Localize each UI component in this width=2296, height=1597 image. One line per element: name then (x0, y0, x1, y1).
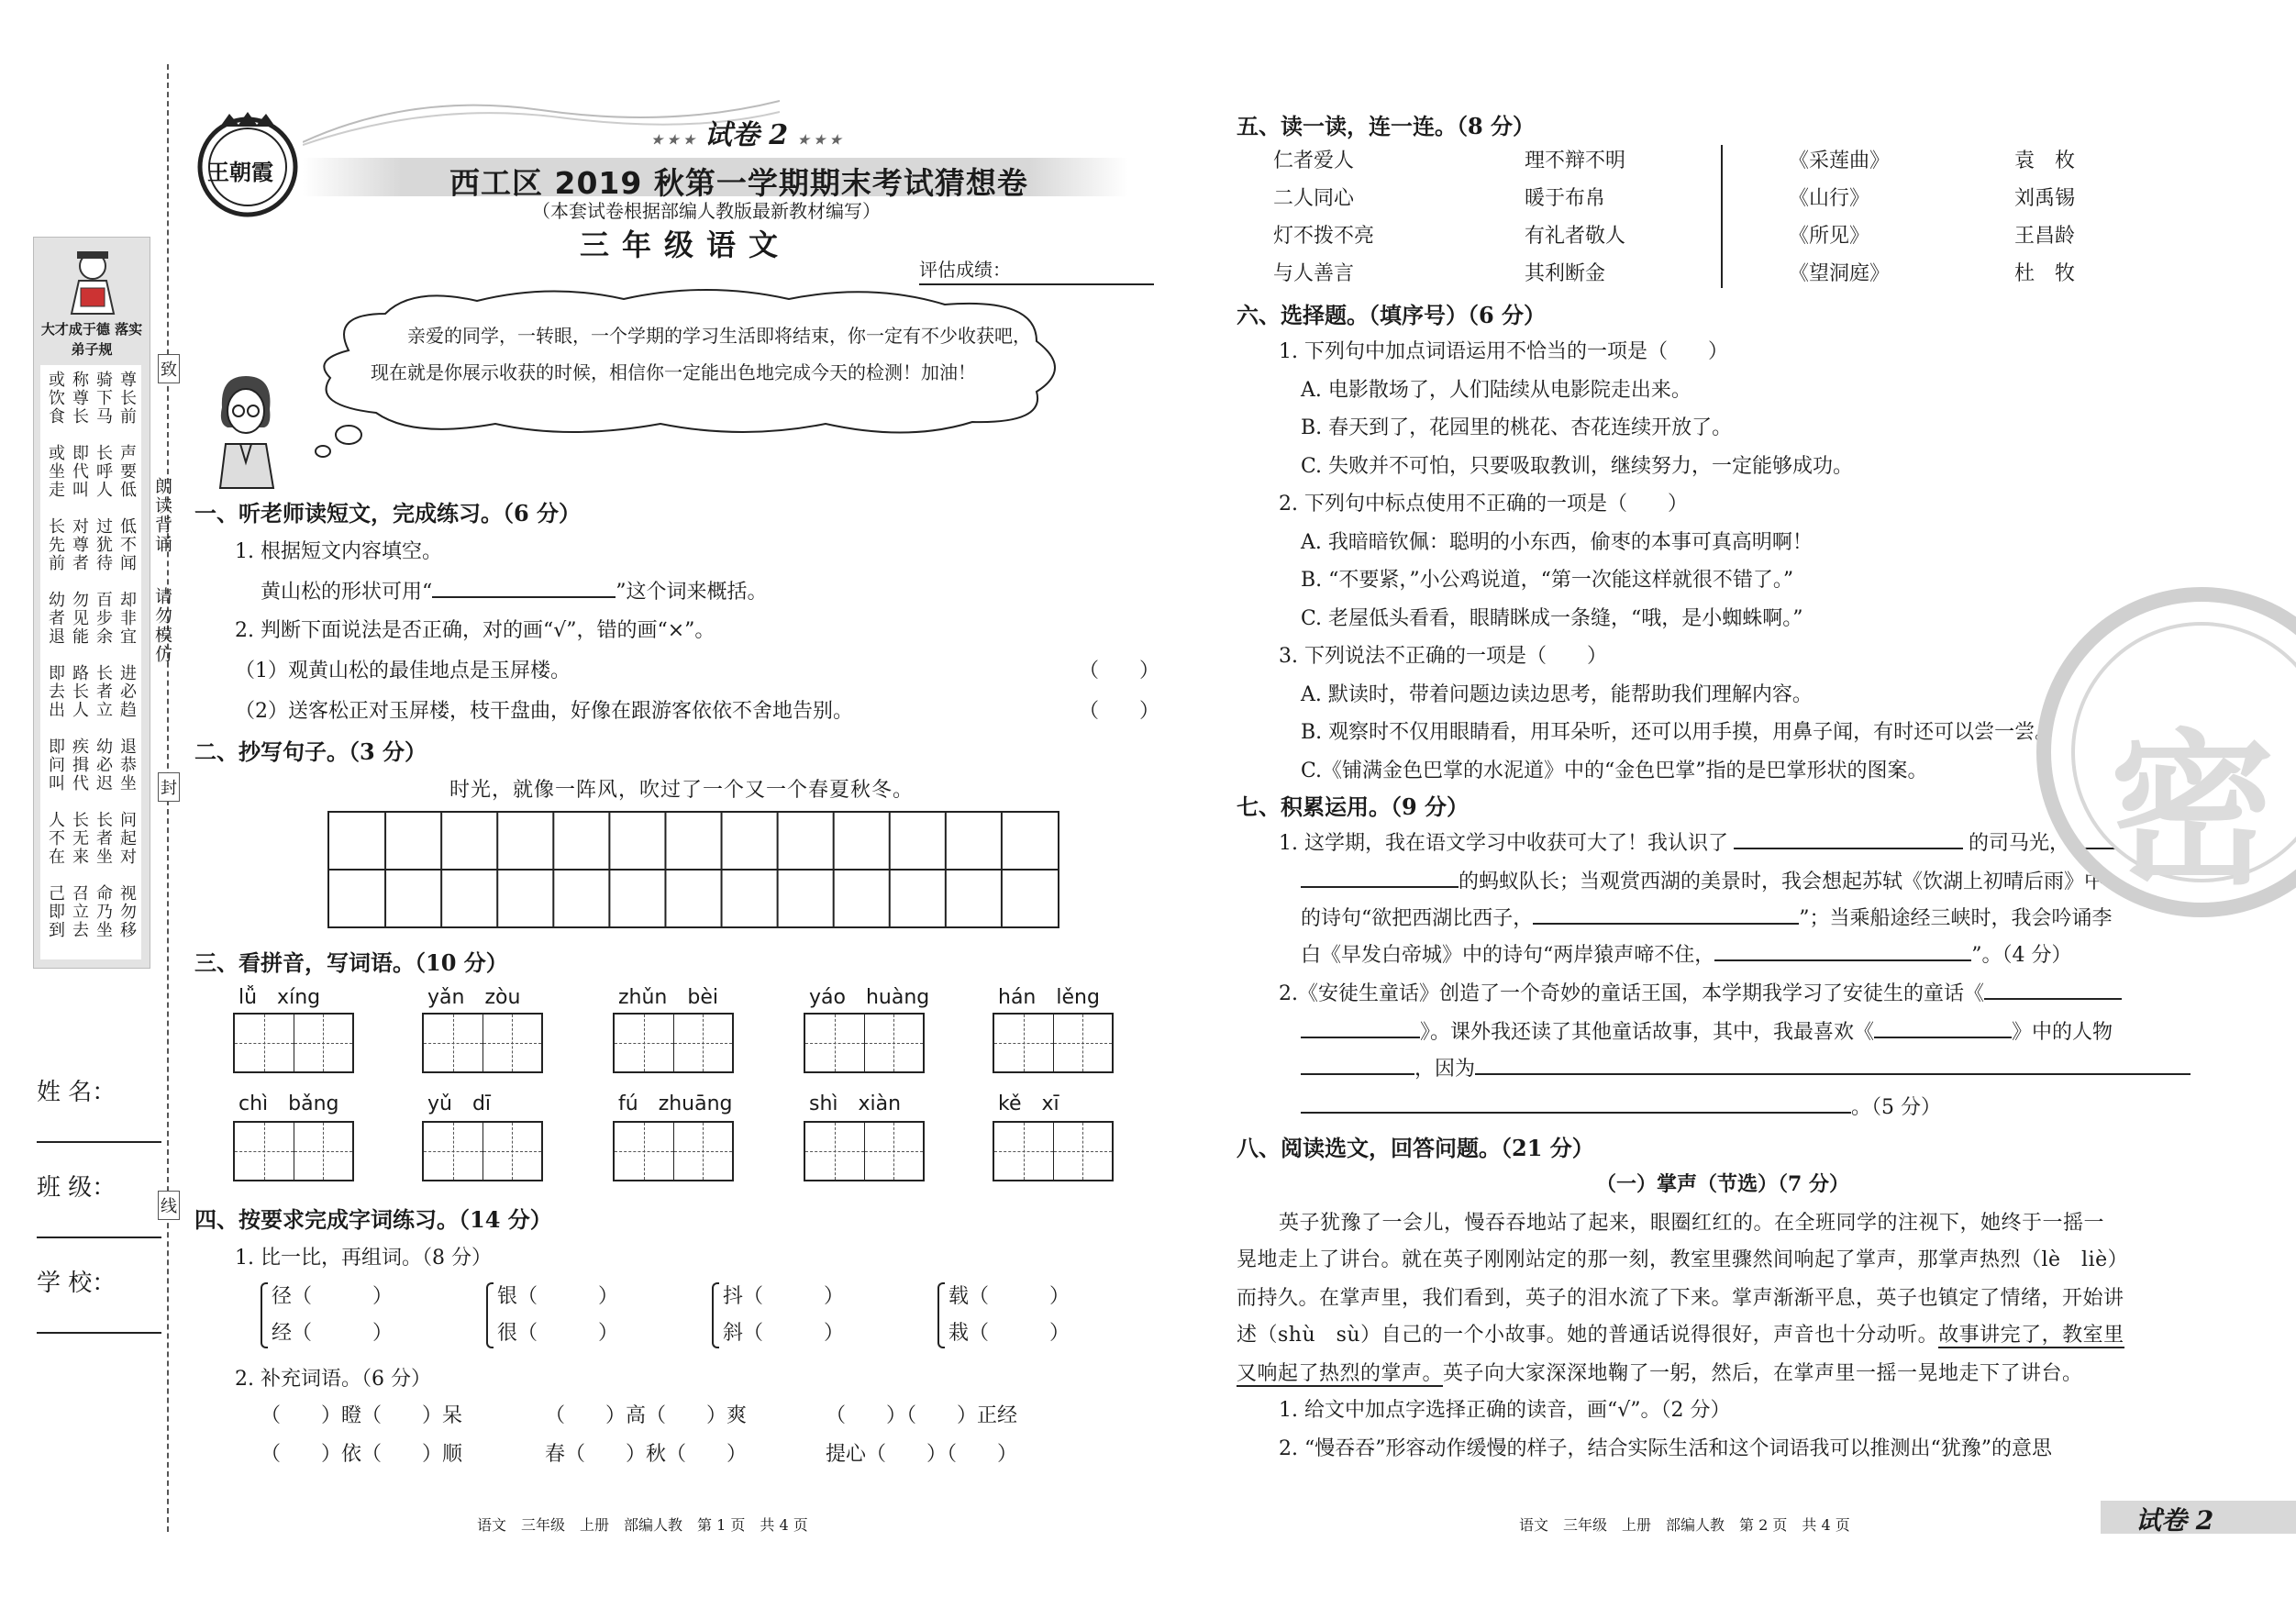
s2-sentence: 时光，就像一阵风，吹过了一个又一个春夏秋冬。 (449, 779, 915, 802)
binding-rule-col: 长呼人 (94, 444, 113, 499)
s7-blank5[interactable] (1714, 959, 1971, 961)
s7-blank4[interactable] (1533, 923, 1799, 925)
char-cell[interactable] (674, 1123, 733, 1180)
field-name-label: 姓 名： (37, 1079, 116, 1106)
binding-rule-col: 声要低 (117, 444, 137, 499)
fill-1-2[interactable]: （ ）高（ ）爽 (545, 1404, 748, 1427)
binding-rule-col: 称尊长 (70, 371, 89, 426)
binding-rule-col: 或饮食 (46, 371, 65, 426)
field-school-label: 学 校： (37, 1270, 116, 1297)
s4-title: 四、按要求完成字词练习。（14 分） (194, 1206, 552, 1233)
pair-item[interactable]: 载（ ） (948, 1285, 1070, 1308)
binding-rule-col: 即代叫 (70, 444, 89, 499)
match-item[interactable]: 《所见》 (1789, 225, 1870, 248)
fill-2-1[interactable]: （ ）依（ ）顺 (261, 1443, 463, 1466)
s1-q1-fill (261, 576, 768, 604)
pair-item[interactable]: 径（ ） (272, 1285, 394, 1308)
s1-q2a: （1）观黄山松的最佳地点是玉屏楼。 (235, 660, 571, 682)
s7-line4 (1301, 939, 2200, 968)
s7-title: 七、积累运用。（9 分） (1237, 793, 1470, 820)
binding-rule-col: 视勿移 (117, 884, 137, 939)
choice-option[interactable]: A. 默读时，带着问题边读边思考，能帮助我们理解内容。 (1301, 682, 1813, 706)
score-label: 评估成绩： (919, 259, 1011, 281)
char-cell[interactable] (865, 1015, 924, 1071)
char-cell[interactable] (483, 1015, 542, 1071)
match-item[interactable]: 与人善言 (1273, 262, 1355, 285)
match-item[interactable]: 杜 牧 (2014, 262, 2076, 285)
teacher-figure (204, 371, 286, 490)
binding-rule-col: 勿见能 (70, 591, 89, 646)
s1-q2b: （2）送客松正对玉屏楼，枝干盘曲，好像在跟游客依依不舍地告别。 (235, 700, 853, 723)
s7-l4b: ”。（4 分） (1971, 944, 2072, 967)
copy-grid[interactable] (327, 811, 1059, 928)
s8-p1: 英子犹豫了一会儿，慢吞吞地站了起来，眼圈红红的。在全班同学的注视下，她终于一摇一 (1279, 1212, 2105, 1235)
match-item[interactable]: 灯不拨不亮 (1273, 225, 1375, 248)
pinyin-answer-box[interactable] (613, 1121, 734, 1181)
match-item[interactable]: 其利断金 (1525, 262, 1606, 285)
binding-rule-col: 长先前 (46, 517, 65, 572)
s7-blank7[interactable] (1301, 1037, 1420, 1038)
binding-rule-col: 路长人 (70, 664, 89, 719)
match-item[interactable]: 暖于布帛 (1525, 187, 1606, 210)
pinyin-answer-box[interactable] (422, 1121, 543, 1181)
pinyin-label: yǔ dī (427, 1092, 492, 1115)
side-mark-1: 致 (158, 354, 180, 383)
pinyin-label: shì xiàn (809, 1092, 902, 1115)
page-title: 西工区 2019 秋第一学期期末考试猜想卷 (449, 165, 1028, 201)
match-item[interactable]: 王昌龄 (2014, 225, 2076, 248)
s7-l2: 的蚂蚁队长；当观赏西湖的美景时，我会想起苏轼《饮湖上初晴后雨》中 (1459, 871, 2105, 893)
choice-question: 1. 下列句中加点词语运用不恰当的一项是（ ） (1279, 340, 1728, 363)
pinyin-label: yáo huàng (809, 986, 930, 1009)
binding-rule-col: 长者坐 (94, 811, 113, 866)
char-cell[interactable] (294, 1015, 353, 1071)
field-school[interactable] (37, 1264, 161, 1334)
pinyin-label: chì bǎng (238, 1092, 339, 1115)
s7-blank10[interactable] (1475, 1073, 2191, 1075)
binding-rule-col: 幼必迟 (94, 738, 113, 793)
match-item[interactable]: 仁者爱人 (1273, 150, 1355, 172)
binding-rule-col: 命乃坐 (94, 884, 113, 939)
page-subtitle: （本套试卷根据部编人教版最新教材编写） (532, 200, 881, 222)
pinyin-answer-box[interactable] (233, 1013, 354, 1073)
s8-q2: 2. “慢吞吞”形容动作缓慢的样子，结合实际生活和这个词语我可以推测出“犹豫”的意思 (1279, 1437, 2052, 1460)
s5-title: 五、读一读，连一连。（8 分） (1237, 113, 1536, 139)
s1-q1: 1. 根据短文内容填空。 (235, 540, 442, 563)
choice-option[interactable]: C. 老屋低头看看，眼睛眯成一条缝，“哦，是小蜘蛛啊。” (1301, 606, 1803, 630)
binding-motto: 大才成于德 落实弟子规 (40, 321, 143, 358)
s7-l4a: 白《早发白帝城》中的诗句“两岸猿声啼不住， (1301, 944, 1715, 967)
s4-q2: 2. 补充词语。（6 分） (235, 1368, 431, 1391)
side-note-2: 请勿模仿 (152, 587, 172, 664)
choice-option[interactable]: A. 我暗暗钦佩：聪明的小东西，偷枣的本事可真高明啊！ (1301, 530, 1813, 554)
choice-option[interactable]: B. “不要紧，”小公鸡说道，“第一次能这样就很不错了。” (1301, 569, 1794, 592)
binding-rule-col: 疾揖代 (70, 738, 89, 793)
pinyin-label: fú zhuāng (618, 1092, 733, 1115)
field-class[interactable] (37, 1169, 161, 1238)
field-name[interactable] (37, 1073, 161, 1143)
fill-1-1[interactable]: （ ）瞪（ ）呆 (261, 1404, 463, 1427)
s1-q2: 2. 判断下面说法是否正确，对的画“√”，错的画“×”。 (235, 619, 715, 642)
rules-columns (42, 371, 139, 958)
char-cell[interactable] (424, 1015, 483, 1071)
pinyin-answer-box[interactable] (422, 1013, 543, 1073)
binding-rule-col: 长无来 (70, 811, 89, 866)
binding-rule-col: 百步余 (94, 591, 113, 646)
logo-text: 王朝霞 (207, 159, 273, 185)
s7-l5: 2.《安徒生童话》创造了一个奇妙的童话王国，本学期我学习了安徒生的童话《 (1279, 982, 1984, 1005)
pinyin-label: hán lěng (998, 986, 1100, 1009)
char-cell[interactable] (674, 1015, 733, 1071)
intro-text: 亲爱的同学，一转眼，一个学期的学习生活即将结束，你一定有不少收获吧，现在就是你展示收获的时候，相信你一定能出色地完成今天的检测！加油！ (371, 325, 1031, 383)
s8-title: 八、阅读选文，回答问题。（21 分） (1237, 1135, 1594, 1161)
score-field[interactable] (919, 255, 1154, 285)
s7-l1: 1. 这学期，我在语文学习中收获可大了！我认识了 (1279, 832, 1728, 855)
char-cell[interactable] (805, 1015, 865, 1071)
s1-q1-blank[interactable] (432, 596, 616, 598)
footer-page1: 语文 三年级 上册 部编人教 第 1 页 共 4 页 (477, 1516, 808, 1534)
binding-rule-col: 长者立 (94, 664, 113, 719)
fill-2-2[interactable]: 春（ ）秋（ ） (545, 1443, 748, 1466)
pinyin-answer-box[interactable] (613, 1013, 734, 1073)
pair-bracket (261, 1282, 268, 1348)
s7-blank6[interactable] (1984, 998, 2122, 1000)
char-cell[interactable] (615, 1123, 674, 1180)
binding-rule-col: 己即到 (46, 884, 65, 939)
s2-title: 二、抄写句子。（3 分） (194, 738, 427, 765)
binding-rule-col: 退恭坐 (117, 738, 137, 793)
match-item[interactable]: 《山行》 (1789, 187, 1870, 210)
binding-rule-col: 却非宜 (117, 591, 137, 646)
pair-item[interactable]: 经（ ） (272, 1322, 394, 1345)
pair-item[interactable]: 栽（ ） (948, 1322, 1070, 1345)
s3-title: 三、看拼音，写词语。（10 分） (194, 949, 508, 976)
match-item[interactable]: 二人同心 (1273, 187, 1355, 210)
badge-stars-left: ★ ★ ★ (651, 133, 695, 148)
s7-l1b: 的司马光， (1969, 832, 2070, 855)
pinyin-label: kě xī (998, 1092, 1059, 1115)
s7-l3b: ”；当乘船途经三峡时，我会吟诵李 (1799, 907, 2113, 930)
binding-rule-col: 召立去 (70, 884, 89, 939)
s8-p4 (1237, 1319, 2124, 1347)
char-cell[interactable] (994, 1123, 1054, 1180)
pinyin-answer-box[interactable] (233, 1121, 354, 1181)
choice-option[interactable]: B. 观察时不仅用眼睛看，用耳朵听，还可以用手摸，用鼻子闻，有时还可以尝一尝。 (1301, 721, 2056, 744)
match-item[interactable]: 袁 枚 (2014, 150, 2076, 172)
s7-l8: 。（5 分） (1851, 1096, 1941, 1119)
pinyin-label: zhǔn bèi (618, 986, 718, 1009)
char-cell[interactable] (615, 1015, 674, 1071)
char-cell[interactable] (235, 1015, 294, 1071)
field-class-label: 班 级： (37, 1174, 116, 1202)
binding-rule-col: 进必趋 (117, 664, 137, 719)
s1-q2a-paren[interactable]: （ ） (1079, 660, 1160, 682)
pinyin-answer-box[interactable] (993, 1013, 1114, 1073)
match-item[interactable]: 《望洞庭》 (1789, 262, 1891, 285)
pair-bracket (486, 1282, 494, 1348)
side-mark-3: 线 (158, 1191, 180, 1220)
char-cell[interactable] (805, 1123, 865, 1180)
char-cell[interactable] (1054, 1123, 1113, 1180)
match-item[interactable]: 有礼者敬人 (1525, 225, 1626, 248)
s8-p5a: 又响起了热烈的掌声。 (1237, 1362, 1444, 1385)
s1-q2b-paren[interactable]: （ ） (1079, 700, 1160, 723)
s8-p4a: 述（shù sù）自己的一个小故事。她的普通话说得很好，声音也十分动听。 (1237, 1324, 1939, 1347)
seal-stamp-text: 密 (2110, 714, 2276, 907)
s1-q1-post: ”这个词来概括。 (616, 581, 768, 604)
pair-item[interactable]: 银（ ） (497, 1285, 619, 1308)
badge-stars-right: ★ ★ ★ (797, 133, 842, 148)
pinyin-answer-box[interactable] (804, 1121, 925, 1181)
pinyin-label: lǚ xíng (238, 986, 321, 1009)
s7-line8 (1301, 1092, 2200, 1120)
choice-option[interactable]: A. 电影散场了，人们陆续从电影院走出来。 (1301, 378, 1691, 402)
s7-blank8[interactable] (1874, 1037, 2012, 1038)
paper-badge (651, 112, 841, 152)
pinyin-answer-box[interactable] (804, 1013, 925, 1073)
pair-item[interactable]: 斜（ ） (723, 1322, 845, 1345)
fill-1-3[interactable]: （ ）（ ）正经 (826, 1404, 1018, 1427)
s7-l6a: 》。课外我还读了其他童话故事，其中，我最喜欢《 (1420, 1021, 1875, 1044)
choice-option[interactable]: C. 失败并不可怕，只要吸取教训，继续努力，一定能够成功。 (1301, 454, 1854, 478)
side-note-1: 朗读背诵 (152, 477, 172, 554)
binding-rule-col: 对尊者 (70, 517, 89, 572)
pair-item[interactable]: 抖（ ） (723, 1285, 845, 1308)
match-item[interactable]: 刘禹锡 (2014, 187, 2076, 210)
char-cell[interactable] (483, 1123, 542, 1180)
pinyin-answer-box[interactable] (993, 1121, 1114, 1181)
binding-rule-col: 幼者退 (46, 591, 65, 646)
choice-option[interactable]: B. 春天到了，花园里的桃花、杏花连续开放了。 (1301, 416, 1733, 439)
s7-l6b: 》中的人物 (2012, 1021, 2113, 1044)
char-cell[interactable] (235, 1123, 294, 1180)
choice-question: 2. 下列句中标点使用不正确的一项是（ ） (1279, 493, 1688, 516)
s7-l7: ，因为 (1414, 1058, 1476, 1081)
match-item[interactable]: 理不辩不明 (1525, 150, 1626, 172)
choice-option[interactable]: C.《铺满金色巴掌的水泥道》中的“金色巴掌”指的是巴掌形状的图案。 (1301, 759, 1928, 782)
pair-bracket (937, 1282, 945, 1348)
pinyin-label: yǎn zòu (427, 986, 521, 1009)
s7-blank11[interactable] (1301, 1112, 1851, 1114)
match-item[interactable]: 《采莲曲》 (1789, 150, 1891, 172)
binding-rule-col: 尊长前 (117, 371, 137, 426)
char-cell[interactable] (1054, 1015, 1113, 1071)
footer-page2: 语文 三年级 上册 部编人教 第 2 页 共 4 页 (1519, 1516, 1850, 1534)
grade-title: 三年级语文 (580, 227, 792, 262)
s8-subtitle: （一）掌声（节选）（7 分） (1596, 1172, 1849, 1196)
s8-p4b: 故事讲完了，教室里 (1938, 1324, 2124, 1347)
binding-rule-col: 或坐走 (46, 444, 65, 499)
binding-rule-col: 骑下马 (94, 371, 113, 426)
binding-rule-col: 问起对 (117, 811, 137, 866)
binding-rule-col: 即问叫 (46, 738, 65, 793)
s7-l3a: 的诗句“欲把西湖比西子， (1301, 907, 1534, 930)
pair-bracket (712, 1282, 719, 1348)
s8-p2: 晃地走上了讲台。就在英子刚刚站定的那一刻，教室里骤然间响起了掌声，那掌声热烈（lè liè） (1237, 1248, 2129, 1271)
binding-rule-col: 低不闻 (117, 517, 137, 572)
s1-q1-pre: 黄山松的形状可用“ (261, 581, 433, 604)
match-divider (1721, 145, 1723, 288)
char-cell[interactable] (994, 1015, 1054, 1071)
side-mark-2: 封 (158, 772, 180, 802)
binding-rule-col: 人不在 (46, 811, 65, 866)
s8-p5 (1237, 1358, 2083, 1386)
char-cell[interactable] (424, 1123, 483, 1180)
s7-blank3[interactable] (1301, 886, 1459, 888)
mascot-figure (51, 246, 134, 316)
paper-badge-label: 试卷 2 (704, 119, 789, 151)
choice-question: 3. 下列说法不正确的一项是（ ） (1279, 645, 1607, 668)
s4-q1: 1. 比一比，再组词。（8 分） (235, 1247, 492, 1270)
binding-rule-col: 过犹待 (94, 517, 113, 572)
s7-line6 (1301, 1016, 2200, 1045)
s8-p3: 而持久。在掌声里，我们看到，英子的泪水流了下来。掌声渐渐平息，英子也镇定了情绪，开始讲 (1237, 1287, 2124, 1310)
char-cell[interactable] (294, 1123, 353, 1180)
s6-title: 六、选择题。（填序号）（6 分） (1237, 302, 1547, 328)
s8-q1: 1. 给文中加点字选择正确的读音，画“√”。（2 分） (1279, 1399, 1731, 1422)
s7-line7 (1301, 1053, 2200, 1081)
char-cell[interactable] (865, 1123, 924, 1180)
pair-item[interactable]: 很（ ） (497, 1322, 619, 1345)
s7-line5 (1279, 978, 2196, 1006)
binding-rule-col: 即去出 (46, 664, 65, 719)
s7-blank9[interactable] (1301, 1073, 1414, 1075)
s8-p5b: 英子向大家深深地鞠了一躬，然后，在掌声里一摇一晃地走下了讲台。 (1443, 1362, 2083, 1385)
s7-blank1[interactable] (1734, 848, 1963, 849)
corner-badge: 试卷 2 (2135, 1505, 2214, 1536)
fill-2-3[interactable]: 提心（ ）（ ） (826, 1443, 1018, 1466)
s1-title: 一、听老师读短文，完成练习。（6 分） (194, 500, 582, 527)
